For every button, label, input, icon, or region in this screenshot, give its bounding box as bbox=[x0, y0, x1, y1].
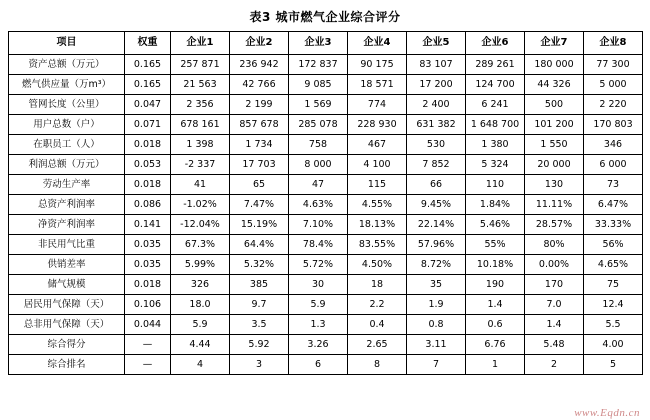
cell-value: 44 326 bbox=[525, 75, 584, 95]
cell-value: 21 563 bbox=[171, 75, 230, 95]
table-row bbox=[9, 75, 643, 95]
header-item: 项目 bbox=[9, 32, 125, 55]
cell-value: 73 bbox=[584, 175, 643, 195]
cell-value: 5 000 bbox=[584, 75, 643, 95]
cell-value: 4.63% bbox=[289, 195, 348, 215]
row-weight: 0.141 bbox=[125, 215, 171, 235]
cell-value: 0.6 bbox=[466, 315, 525, 335]
cell-value: 3.11 bbox=[407, 335, 466, 355]
header-enterprise-4: 企业4 bbox=[348, 32, 407, 55]
row-item-label: 利润总额（万元） bbox=[9, 155, 125, 175]
cell-value: 7.0 bbox=[525, 295, 584, 315]
cell-value: 236 942 bbox=[230, 55, 289, 75]
row-item-label: 资产总额（万元） bbox=[9, 55, 125, 75]
table-row bbox=[9, 235, 643, 255]
cell-value: 3.26 bbox=[289, 335, 348, 355]
summary-row-rank bbox=[9, 355, 643, 375]
cell-value: 42 766 bbox=[230, 75, 289, 95]
cell-value: 4 bbox=[171, 355, 230, 375]
cell-value: 64.4% bbox=[230, 235, 289, 255]
cell-value: 385 bbox=[230, 275, 289, 295]
cell-value: 467 bbox=[348, 135, 407, 155]
header-enterprise-8: 企业8 bbox=[584, 32, 643, 55]
cell-value: 6.47% bbox=[584, 195, 643, 215]
row-weight: 0.165 bbox=[125, 75, 171, 95]
cell-value: 5.9 bbox=[171, 315, 230, 335]
cell-value: 1.84% bbox=[466, 195, 525, 215]
cell-value: 289 261 bbox=[466, 55, 525, 75]
cell-value: 57.96% bbox=[407, 235, 466, 255]
cell-value: 1 398 bbox=[171, 135, 230, 155]
row-weight: 0.165 bbox=[125, 55, 171, 75]
row-weight: 0.018 bbox=[125, 275, 171, 295]
cell-value: 20 000 bbox=[525, 155, 584, 175]
row-item-label: 在职员工（人） bbox=[9, 135, 125, 155]
cell-value: 758 bbox=[289, 135, 348, 155]
row-weight: 0.018 bbox=[125, 175, 171, 195]
row-weight: 0.035 bbox=[125, 255, 171, 275]
header-weight: 权重 bbox=[125, 32, 171, 55]
row-item-label: 非民用气比重 bbox=[9, 235, 125, 255]
cell-value: 18.13% bbox=[348, 215, 407, 235]
row-item-label: 用户总数（户） bbox=[9, 115, 125, 135]
cell-value: 7.47% bbox=[230, 195, 289, 215]
cell-value: 170 bbox=[525, 275, 584, 295]
cell-value: 3.5 bbox=[230, 315, 289, 335]
cell-value: 4 100 bbox=[348, 155, 407, 175]
header-enterprise-7: 企业7 bbox=[525, 32, 584, 55]
header-enterprise-5: 企业5 bbox=[407, 32, 466, 55]
cell-value: 3 bbox=[230, 355, 289, 375]
cell-value: 56% bbox=[584, 235, 643, 255]
cell-value: 9.45% bbox=[407, 195, 466, 215]
row-item-label: 居民用气保障（天） bbox=[9, 295, 125, 315]
row-item-label: 劳动生产率 bbox=[9, 175, 125, 195]
watermark: www.Eqdn.cn bbox=[574, 407, 640, 419]
cell-value: 22.14% bbox=[407, 215, 466, 235]
cell-value: 1.4 bbox=[466, 295, 525, 315]
cell-value: 12.4 bbox=[584, 295, 643, 315]
cell-value: 2 400 bbox=[407, 95, 466, 115]
cell-value: -1.02% bbox=[171, 195, 230, 215]
row-weight: 0.071 bbox=[125, 115, 171, 135]
cell-value: 7.10% bbox=[289, 215, 348, 235]
cell-value: 1.4 bbox=[525, 315, 584, 335]
table-row bbox=[9, 55, 643, 75]
cell-value: -2 337 bbox=[171, 155, 230, 175]
cell-value: 0.8 bbox=[407, 315, 466, 335]
row-weight: 0.053 bbox=[125, 155, 171, 175]
cell-value: 774 bbox=[348, 95, 407, 115]
row-weight: 0.106 bbox=[125, 295, 171, 315]
row-weight: 0.018 bbox=[125, 135, 171, 155]
cell-value: 35 bbox=[407, 275, 466, 295]
cell-value: 1.3 bbox=[289, 315, 348, 335]
table-row bbox=[9, 295, 643, 315]
cell-value: 17 703 bbox=[230, 155, 289, 175]
cell-value: 4.44 bbox=[171, 335, 230, 355]
cell-value: 17 200 bbox=[407, 75, 466, 95]
cell-value: 15.19% bbox=[230, 215, 289, 235]
cell-value: 67.3% bbox=[171, 235, 230, 255]
cell-value: 5.46% bbox=[466, 215, 525, 235]
cell-value: 2 bbox=[525, 355, 584, 375]
table-row bbox=[9, 315, 643, 335]
cell-value: 1 380 bbox=[466, 135, 525, 155]
cell-value: 346 bbox=[584, 135, 643, 155]
cell-value: 5 324 bbox=[466, 155, 525, 175]
cell-value: 18.0 bbox=[171, 295, 230, 315]
cell-value: 2.2 bbox=[348, 295, 407, 315]
table-row bbox=[9, 175, 643, 195]
cell-value: 1.9 bbox=[407, 295, 466, 315]
cell-value: 5.32% bbox=[230, 255, 289, 275]
cell-value: 170 803 bbox=[584, 115, 643, 135]
cell-value: -12.04% bbox=[171, 215, 230, 235]
row-weight: 0.044 bbox=[125, 315, 171, 335]
table-row bbox=[9, 255, 643, 275]
header-enterprise-6: 企业6 bbox=[466, 32, 525, 55]
row-item-label: 总资产利润率 bbox=[9, 195, 125, 215]
cell-value: 180 000 bbox=[525, 55, 584, 75]
header-row bbox=[9, 32, 643, 55]
row-weight: — bbox=[125, 335, 171, 355]
cell-value: 6 241 bbox=[466, 95, 525, 115]
cell-value: 631 382 bbox=[407, 115, 466, 135]
cell-value: 6 bbox=[289, 355, 348, 375]
cell-value: 33.33% bbox=[584, 215, 643, 235]
row-item-label: 供销差率 bbox=[9, 255, 125, 275]
cell-value: 115 bbox=[348, 175, 407, 195]
table-row bbox=[9, 195, 643, 215]
row-item-label: 综合得分 bbox=[9, 335, 125, 355]
row-weight: 0.035 bbox=[125, 235, 171, 255]
cell-value: 0.4 bbox=[348, 315, 407, 335]
cell-value: 10.18% bbox=[466, 255, 525, 275]
row-item-label: 燃气供应量（万m³） bbox=[9, 75, 125, 95]
cell-value: 18 571 bbox=[348, 75, 407, 95]
summary-row-total-score bbox=[9, 335, 643, 355]
cell-value: 530 bbox=[407, 135, 466, 155]
cell-value: 5.99% bbox=[171, 255, 230, 275]
cell-value: 1 550 bbox=[525, 135, 584, 155]
cell-value: 1 734 bbox=[230, 135, 289, 155]
table-row bbox=[9, 95, 643, 115]
cell-value: 9 085 bbox=[289, 75, 348, 95]
cell-value: 4.55% bbox=[348, 195, 407, 215]
cell-value: 5.92 bbox=[230, 335, 289, 355]
cell-value: 83 107 bbox=[407, 55, 466, 75]
cell-value: 47 bbox=[289, 175, 348, 195]
cell-value: 28.57% bbox=[525, 215, 584, 235]
cell-value: 8.72% bbox=[407, 255, 466, 275]
cell-value: 326 bbox=[171, 275, 230, 295]
cell-value: 190 bbox=[466, 275, 525, 295]
cell-value: 257 871 bbox=[171, 55, 230, 75]
cell-value: 4.50% bbox=[348, 255, 407, 275]
cell-value: 90 175 bbox=[348, 55, 407, 75]
cell-value: 101 200 bbox=[525, 115, 584, 135]
table-title: 表3 城市燃气企业综合评分 bbox=[249, 10, 401, 24]
row-weight: 0.086 bbox=[125, 195, 171, 215]
header-enterprise-2: 企业2 bbox=[230, 32, 289, 55]
cell-value: 2 220 bbox=[584, 95, 643, 115]
cell-value: 41 bbox=[171, 175, 230, 195]
cell-value: 1 bbox=[466, 355, 525, 375]
table-row bbox=[9, 275, 643, 295]
cell-value: 678 161 bbox=[171, 115, 230, 135]
cell-value: 75 bbox=[584, 275, 643, 295]
cell-value: 83.55% bbox=[348, 235, 407, 255]
cell-value: 2 199 bbox=[230, 95, 289, 115]
table-row bbox=[9, 115, 643, 135]
table-row bbox=[9, 135, 643, 155]
cell-value: 5.72% bbox=[289, 255, 348, 275]
header-enterprise-1: 企业1 bbox=[171, 32, 230, 55]
cell-value: 77 300 bbox=[584, 55, 643, 75]
cell-value: 9.7 bbox=[230, 295, 289, 315]
cell-value: 55% bbox=[466, 235, 525, 255]
cell-value: 7 bbox=[407, 355, 466, 375]
cell-value: 5 bbox=[584, 355, 643, 375]
cell-value: 65 bbox=[230, 175, 289, 195]
cell-value: 4.00 bbox=[584, 335, 643, 355]
cell-value: 7 852 bbox=[407, 155, 466, 175]
row-weight: 0.047 bbox=[125, 95, 171, 115]
cell-value: 4.65% bbox=[584, 255, 643, 275]
cell-value: 6.76 bbox=[466, 335, 525, 355]
comprehensive-score-table bbox=[8, 31, 643, 375]
cell-value: 80% bbox=[525, 235, 584, 255]
cell-value: 500 bbox=[525, 95, 584, 115]
cell-value: 66 bbox=[407, 175, 466, 195]
cell-value: 124 700 bbox=[466, 75, 525, 95]
table-row bbox=[9, 155, 643, 175]
cell-value: 0.00% bbox=[525, 255, 584, 275]
table-header bbox=[9, 32, 643, 55]
row-item-label: 储气规模 bbox=[9, 275, 125, 295]
table-body bbox=[9, 55, 643, 375]
cell-value: 130 bbox=[525, 175, 584, 195]
row-item-label: 净资产利润率 bbox=[9, 215, 125, 235]
cell-value: 78.4% bbox=[289, 235, 348, 255]
cell-value: 1 648 700 bbox=[466, 115, 525, 135]
row-item-label: 综合排名 bbox=[9, 355, 125, 375]
cell-value: 110 bbox=[466, 175, 525, 195]
cell-value: 857 678 bbox=[230, 115, 289, 135]
header-enterprise-3: 企业3 bbox=[289, 32, 348, 55]
cell-value: 285 078 bbox=[289, 115, 348, 135]
cell-value: 11.11% bbox=[525, 195, 584, 215]
cell-value: 228 930 bbox=[348, 115, 407, 135]
cell-value: 172 837 bbox=[289, 55, 348, 75]
cell-value: 8 bbox=[348, 355, 407, 375]
cell-value: 6 000 bbox=[584, 155, 643, 175]
cell-value: 2.65 bbox=[348, 335, 407, 355]
cell-value: 1 569 bbox=[289, 95, 348, 115]
cell-value: 2 356 bbox=[171, 95, 230, 115]
cell-value: 18 bbox=[348, 275, 407, 295]
table-row bbox=[9, 215, 643, 235]
cell-value: 5.48 bbox=[525, 335, 584, 355]
row-weight: — bbox=[125, 355, 171, 375]
row-item-label: 管网长度（公里） bbox=[9, 95, 125, 115]
cell-value: 5.5 bbox=[584, 315, 643, 335]
cell-value: 5.9 bbox=[289, 295, 348, 315]
row-item-label: 总非用气保障（天） bbox=[9, 315, 125, 335]
cell-value: 8 000 bbox=[289, 155, 348, 175]
cell-value: 30 bbox=[289, 275, 348, 295]
